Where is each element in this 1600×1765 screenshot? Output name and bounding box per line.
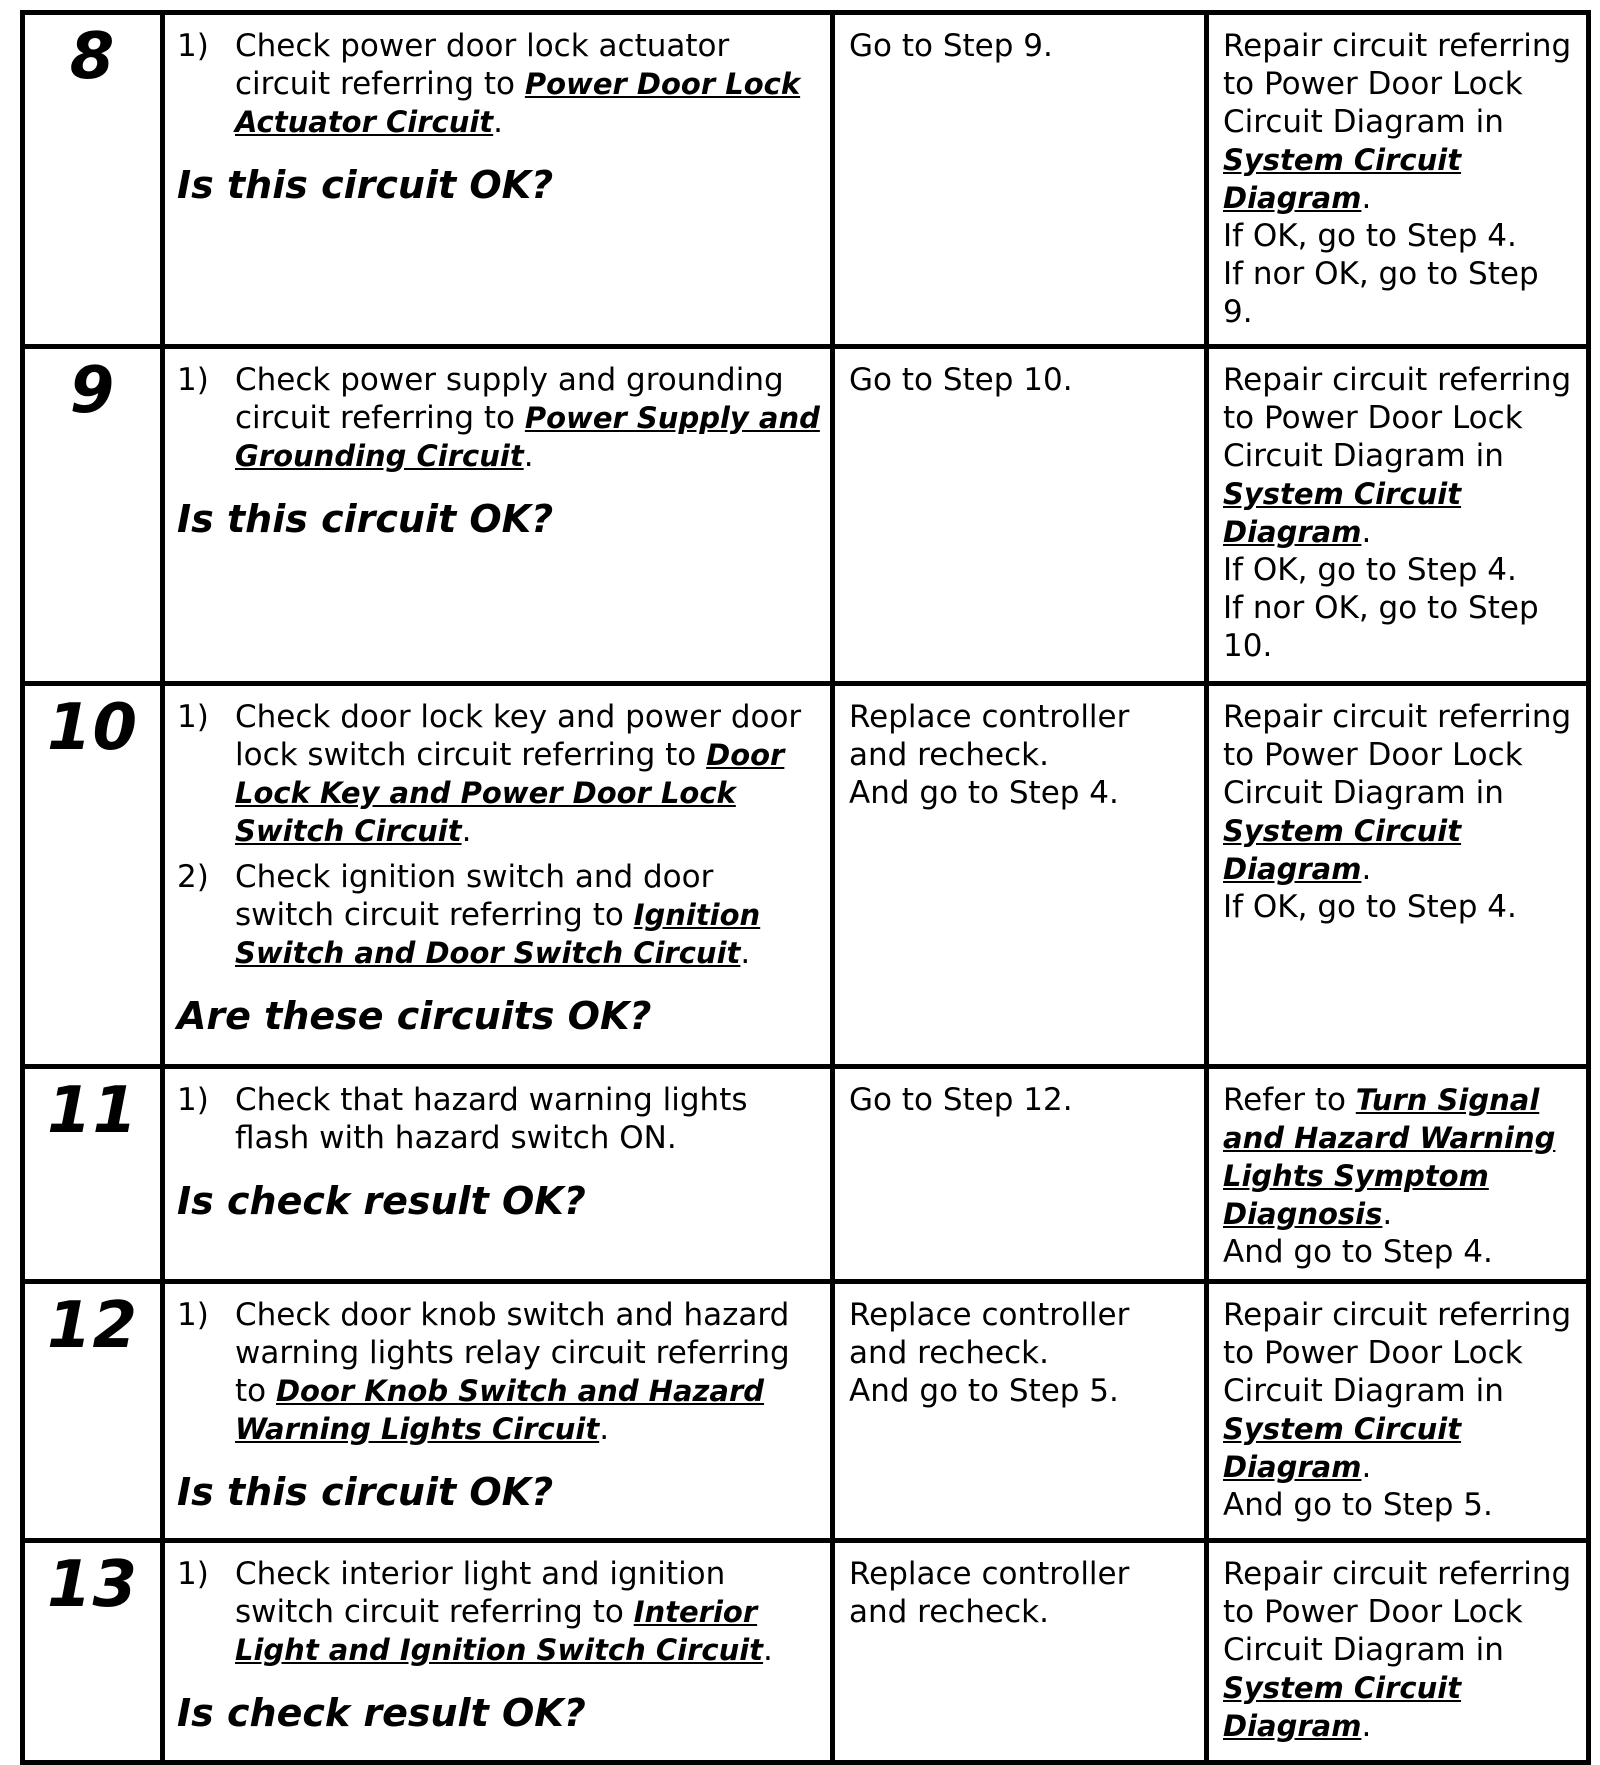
check-text: Check that hazard warning lights flash with hazard switch ON. [235,1082,748,1156]
result-line: Go to Step 12. [849,1082,1073,1118]
result-line: Replace controller and recheck. [849,1297,1130,1371]
reference-link[interactable]: System Circuit Diagram [1223,143,1462,215]
reference-link[interactable]: System Circuit Diagram [1223,1671,1462,1743]
reference-link[interactable]: Power Door Lock Actuator Circuit [235,67,801,139]
step-number: 12 [23,1282,163,1541]
check-text: Check ignition switch and door switch circuit referring to Ignition Switch and Door Switch Circuit. [235,859,761,971]
step-row [23,1067,1589,1282]
check-text: Check door lock key and power door lock switch circuit referring to Door Lock Key and Power Door Lock Switch Circuit. [235,699,802,849]
result-line: And go to Step 5. [849,1373,1119,1409]
yes-result [833,1541,1207,1763]
result-line: Replace controller and recheck. [849,1556,1130,1630]
result-line: Go to Step 9. [849,28,1053,64]
reference-link[interactable]: Power Supply and Grounding Circuit [235,401,820,473]
check-index: 2) [177,859,209,895]
step-row [23,1282,1589,1541]
check-text: Check interior light and ignition switch circuit referring to Interior Light and Ignition Switch Circuit. [235,1556,773,1668]
check-text: Check power supply and grounding circuit referring to Power Supply and Grounding Circuit. [235,362,820,474]
reference-link[interactable]: System Circuit Diagram [1223,814,1462,886]
step-number: 13 [23,1541,163,1763]
yes-result [833,347,1207,684]
step-row [23,684,1589,1067]
step-action [163,1541,833,1763]
result-line: Go to Step 10. [849,362,1073,398]
check-item [177,1296,820,1448]
no-result: Repair circuit referring to Power Door Lock Circuit Diagram in System Circuit Diagram. If OK, go to Step 4. If nor OK, go to Step 9. [1207,13,1589,347]
check-index: 1) [177,362,209,398]
result-line: If OK, go to Step 4. [1223,552,1517,588]
reference-link[interactable]: Door Lock Key and Power Door Lock Switch Circuit [235,738,785,848]
step-question: Is this circuit OK? [177,163,554,207]
step-number: 10 [23,684,163,1067]
check-item [177,1081,820,1157]
check-index: 1) [177,1297,209,1333]
reference-link[interactable]: System Circuit Diagram [1223,477,1462,549]
reference-link[interactable]: Turn Signal and Hazard Warning Lights Symptom Diagnosis [1223,1083,1556,1231]
step-row [23,1541,1589,1763]
check-text: Check power door lock actuator circuit referring to Power Door Lock Actuator Circuit. [235,28,801,140]
yes-result [833,1282,1207,1541]
result-line: And go to Step 5. [1223,1487,1493,1523]
check-item [177,27,820,141]
check-index: 1) [177,1082,209,1118]
step-action [163,1067,833,1282]
step-question: Are these circuits OK? [177,994,652,1038]
yes-result [833,684,1207,1067]
check-text: Check door knob switch and hazard warning lights relay circuit referring to Door Knob Switch and Hazard Warning Lights Circuit. [235,1297,790,1447]
step-question: Is check result OK? [177,1691,586,1735]
reference-link[interactable]: System Circuit Diagram [1223,1412,1462,1484]
yes-result [833,13,1207,347]
no-result: Repair circuit referring to Power Door Lock Circuit Diagram in System Circuit Diagram. If OK, go to Step 4. If nor OK, go to Step 10. [1207,347,1589,684]
step-row [23,347,1589,684]
step-action [163,684,833,1067]
check-item [177,698,820,850]
result-line: Replace controller and recheck. [849,699,1130,773]
no-result: Refer to Turn Signal and Hazard Warning Lights Symptom Diagnosis. And go to Step 4. [1207,1067,1589,1282]
check-item [177,1555,820,1669]
result-line: And go to Step 4. [849,775,1119,811]
diagnosis-table [20,10,1591,1765]
step-action [163,1282,833,1541]
check-item [177,858,820,972]
check-index: 1) [177,1556,209,1592]
reference-link[interactable]: Door Knob Switch and Hazard Warning Lights Circuit [235,1374,765,1446]
step-question: Is check result OK? [177,1179,586,1223]
check-index: 1) [177,28,209,64]
check-index: 1) [177,699,209,735]
check-item [177,361,820,475]
result-line: If nor OK, go to Step 9. [1223,256,1539,330]
no-result: Repair circuit referring to Power Door Lock Circuit Diagram in System Circuit Diagram. [1207,1541,1589,1763]
step-number: 11 [23,1067,163,1282]
step-question: Is this circuit OK? [177,497,554,541]
result-line: If nor OK, go to Step 10. [1223,590,1539,664]
result-line: And go to Step 4. [1223,1234,1493,1270]
reference-link[interactable]: Interior Light and Ignition Switch Circuit [235,1595,764,1667]
step-number: 9 [23,347,163,684]
no-result: Repair circuit referring to Power Door Lock Circuit Diagram in System Circuit Diagram. And go to Step 5. [1207,1282,1589,1541]
step-question: Is this circuit OK? [177,1470,554,1514]
result-line: If OK, go to Step 4. [1223,889,1517,925]
step-action [163,13,833,347]
yes-result [833,1067,1207,1282]
step-action [163,347,833,684]
step-row [23,13,1589,347]
reference-link[interactable]: Ignition Switch and Door Switch Circuit [235,898,761,970]
result-line: If OK, go to Step 4. [1223,218,1517,254]
step-number: 8 [23,13,163,347]
no-result: Repair circuit referring to Power Door Lock Circuit Diagram in System Circuit Diagram. If OK, go to Step 4. [1207,684,1589,1067]
